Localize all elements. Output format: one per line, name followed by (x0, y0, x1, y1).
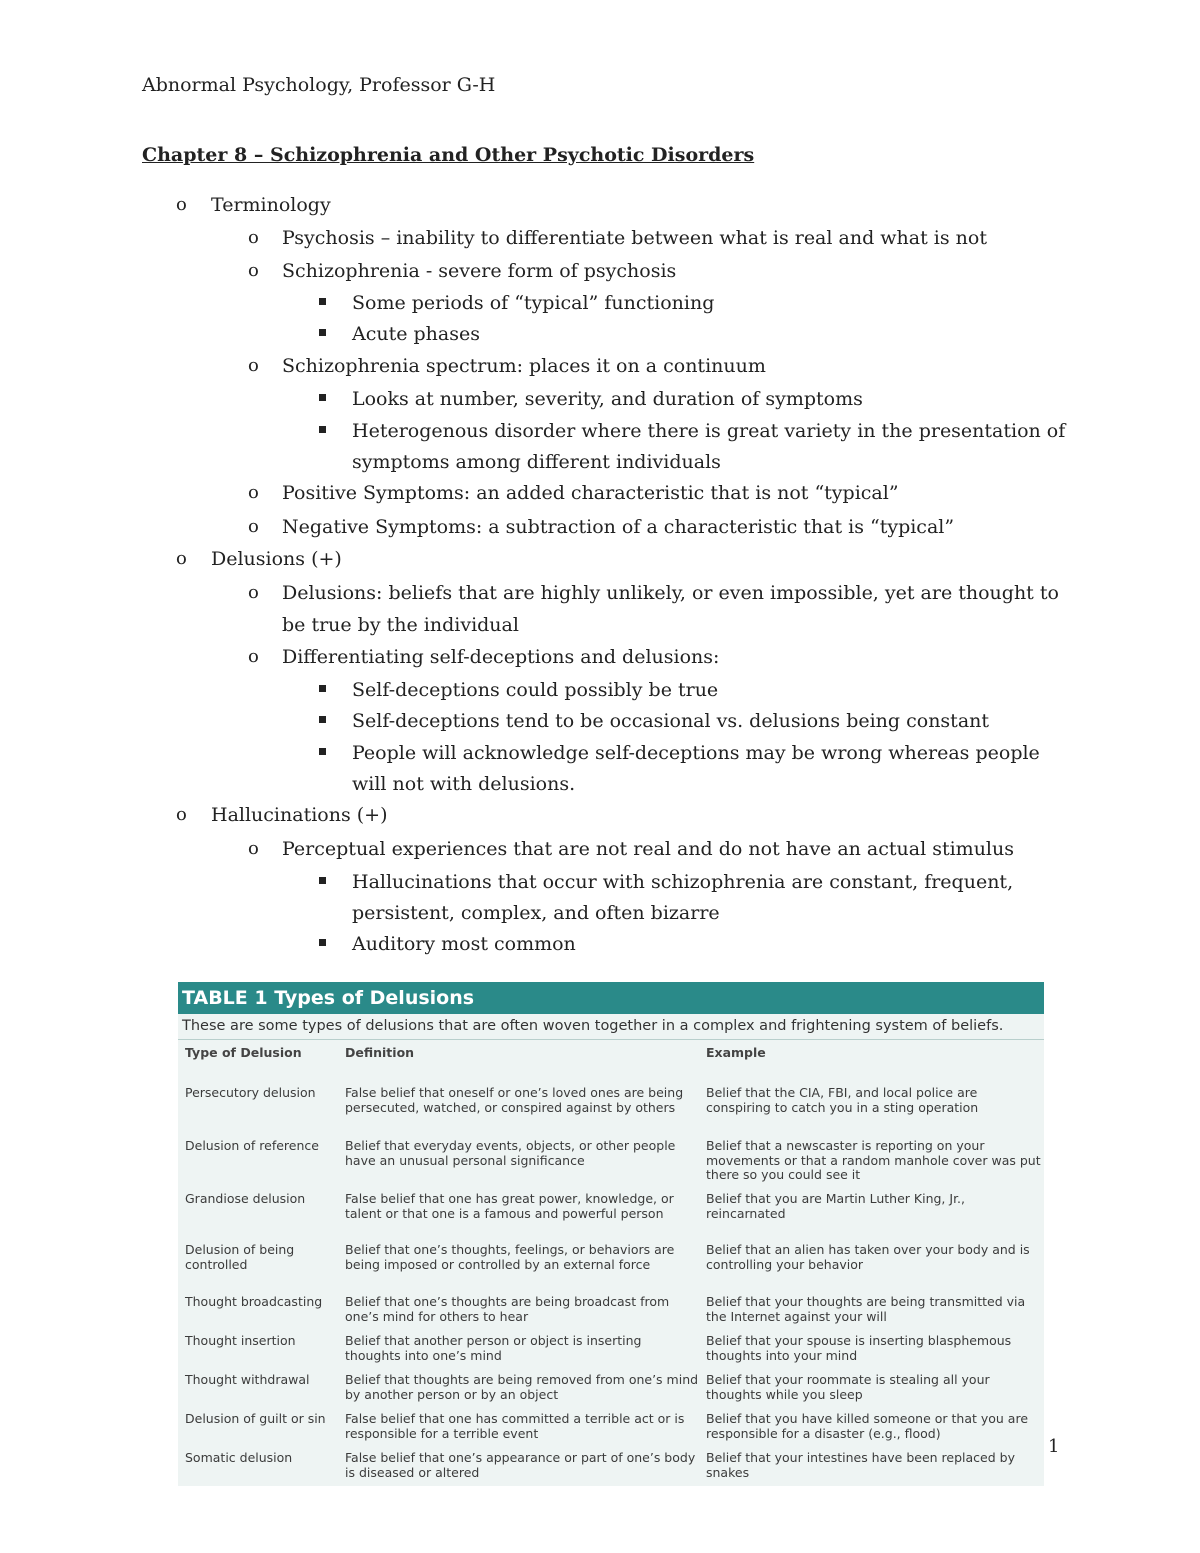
table-cell: Belief that your intestines have been replaced by snakes (706, 1450, 1015, 1480)
square-bullet-icon (319, 877, 326, 884)
outline-item: Differentiating self-deceptions and delusions: (282, 646, 720, 668)
table-cell: Persecutory delusion (185, 1085, 316, 1100)
bullet-marker: o (248, 227, 259, 248)
table-cell: Belief that everyday events, objects, or other people have an unusual personal significance (345, 1138, 676, 1168)
square-bullet-icon (319, 685, 326, 692)
table-cell: Belief that your roommate is stealing all your thoughts while you sleep (706, 1372, 990, 1402)
table-cell: False belief that one’s appearance or part of one’s body is diseased or altered (345, 1450, 696, 1480)
outline-item-continued: symptoms among different individuals (352, 451, 721, 473)
table-cell: False belief that one has great power, knowledge, or talent or that one is a famous and powerful person (345, 1191, 674, 1221)
bullet-marker: o (248, 482, 259, 503)
table-cell: Belief that thoughts are being removed from one’s mind by another person or by an object (345, 1372, 699, 1402)
outline-item: Terminology (211, 194, 331, 216)
outline-item: Psychosis – inability to differentiate between what is real and what is not (282, 227, 987, 249)
chapter-title: Chapter 8 – Schizophrenia and Other Psychotic Disorders (142, 144, 755, 166)
outline-item-continued: persistent, complex, and often bizarre (352, 902, 720, 924)
document-header: Abnormal Psychology, Professor G-H (142, 74, 496, 96)
table-cell: Thought broadcasting (185, 1294, 323, 1309)
bullet-marker: o (248, 516, 259, 537)
bullet-marker: o (176, 548, 187, 569)
bullet-marker: o (248, 838, 259, 859)
table-cell: Delusion of being controlled (185, 1242, 295, 1272)
square-bullet-icon (319, 298, 326, 305)
outline-item: Heterogenous disorder where there is great variety in the presentation of (352, 420, 1066, 442)
table-header-cell: Example (706, 1045, 766, 1060)
outline-item: People will acknowledge self-deceptions may be wrong whereas people (352, 742, 1040, 764)
outline-item: Delusions: beliefs that are highly unlikely, or even impossible, yet are thought to (282, 582, 1059, 604)
delusions-table (178, 982, 1044, 1486)
outline-item: Auditory most common (352, 933, 576, 955)
table-cell: Grandiose delusion (185, 1191, 306, 1206)
outline-item: Acute phases (352, 323, 480, 345)
table-cell: Belief that one’s thoughts, feelings, or behaviors are being imposed or controlled by an external force (345, 1242, 675, 1272)
table-header-cell: Type of Delusion (185, 1045, 302, 1060)
table-description: These are some types of delusions that are often woven together in a complex and frightening system of beliefs. (182, 1018, 1004, 1034)
table-cell: Belief that you are Martin Luther King, Jr., reincarnated (706, 1191, 966, 1221)
outline-item: Perceptual experiences that are not real and do not have an actual stimulus (282, 838, 1015, 860)
table-cell: Belief that a newscaster is reporting on your movements or that a random manhole cover was put there so you could see it (706, 1138, 1041, 1183)
table-cell: Belief that your thoughts are being transmitted via the Internet against your will (706, 1294, 1026, 1324)
table-cell: Belief that one’s thoughts are being broadcast from one’s mind for others to hear (345, 1294, 670, 1324)
square-bullet-icon (319, 329, 326, 336)
square-bullet-icon (319, 426, 326, 433)
table-title: TABLE 1 Types of Delusions (178, 982, 1044, 1014)
outline-item: Self-deceptions tend to be occasional vs. delusions being constant (352, 710, 990, 732)
table-cell: Thought withdrawal (185, 1372, 310, 1387)
table-cell: Belief that you have killed someone or that you are responsible for a disaster (e.g., flood) (706, 1411, 1029, 1441)
outline-item: Hallucinations (+) (211, 804, 388, 826)
square-bullet-icon (319, 748, 326, 755)
table-cell: Thought insertion (185, 1333, 296, 1348)
outline-item: Delusions (+) (211, 548, 342, 570)
outline-item: Schizophrenia - severe form of psychosis (282, 260, 677, 282)
table-cell: Delusion of guilt or sin (185, 1411, 326, 1426)
outline-item: Self-deceptions could possibly be true (352, 679, 719, 701)
outline-item: Schizophrenia spectrum: places it on a continuum (282, 355, 766, 377)
outline-item-continued: be true by the individual (282, 614, 519, 636)
square-bullet-icon (319, 716, 326, 723)
table-cell: False belief that oneself or one’s loved ones are being persecuted, watched, or conspired against by others (345, 1085, 684, 1115)
table-cell: Belief that the CIA, FBI, and local police are conspiring to catch you in a sting operation (706, 1085, 979, 1115)
table-cell: Belief that another person or object is inserting thoughts into one’s mind (345, 1333, 642, 1363)
square-bullet-icon (319, 394, 326, 401)
bullet-marker: o (248, 260, 259, 281)
table-body (178, 982, 1044, 1486)
table-cell: Belief that an alien has taken over your body and is controlling your behavior (706, 1242, 1030, 1272)
bullet-marker: o (248, 646, 259, 667)
bullet-marker: o (176, 194, 187, 215)
page-number: 1 (1048, 1436, 1060, 1457)
table-cell: False belief that one has committed a terrible act or is responsible for a terrible event (345, 1411, 685, 1441)
table-cell: Delusion of reference (185, 1138, 319, 1153)
bullet-marker: o (248, 355, 259, 376)
outline-item: Looks at number, severity, and duration of symptoms (352, 388, 863, 410)
square-bullet-icon (319, 939, 326, 946)
table-header-cell: Definition (345, 1045, 415, 1060)
outline-item: Positive Symptoms: an added characteristic that is not “typical” (282, 482, 899, 504)
outline-item: Hallucinations that occur with schizophrenia are constant, frequent, (352, 871, 1014, 893)
bullet-marker: o (176, 804, 187, 825)
bullet-marker: o (248, 582, 259, 603)
outline-item-continued: will not with delusions. (352, 773, 576, 795)
outline-item: Some periods of “typical” functioning (352, 292, 715, 314)
table-cell: Somatic delusion (185, 1450, 293, 1465)
table-cell: Belief that your spouse is inserting blasphemous thoughts into your mind (706, 1333, 1012, 1363)
outline-item: Negative Symptoms: a subtraction of a characteristic that is “typical” (282, 516, 955, 538)
